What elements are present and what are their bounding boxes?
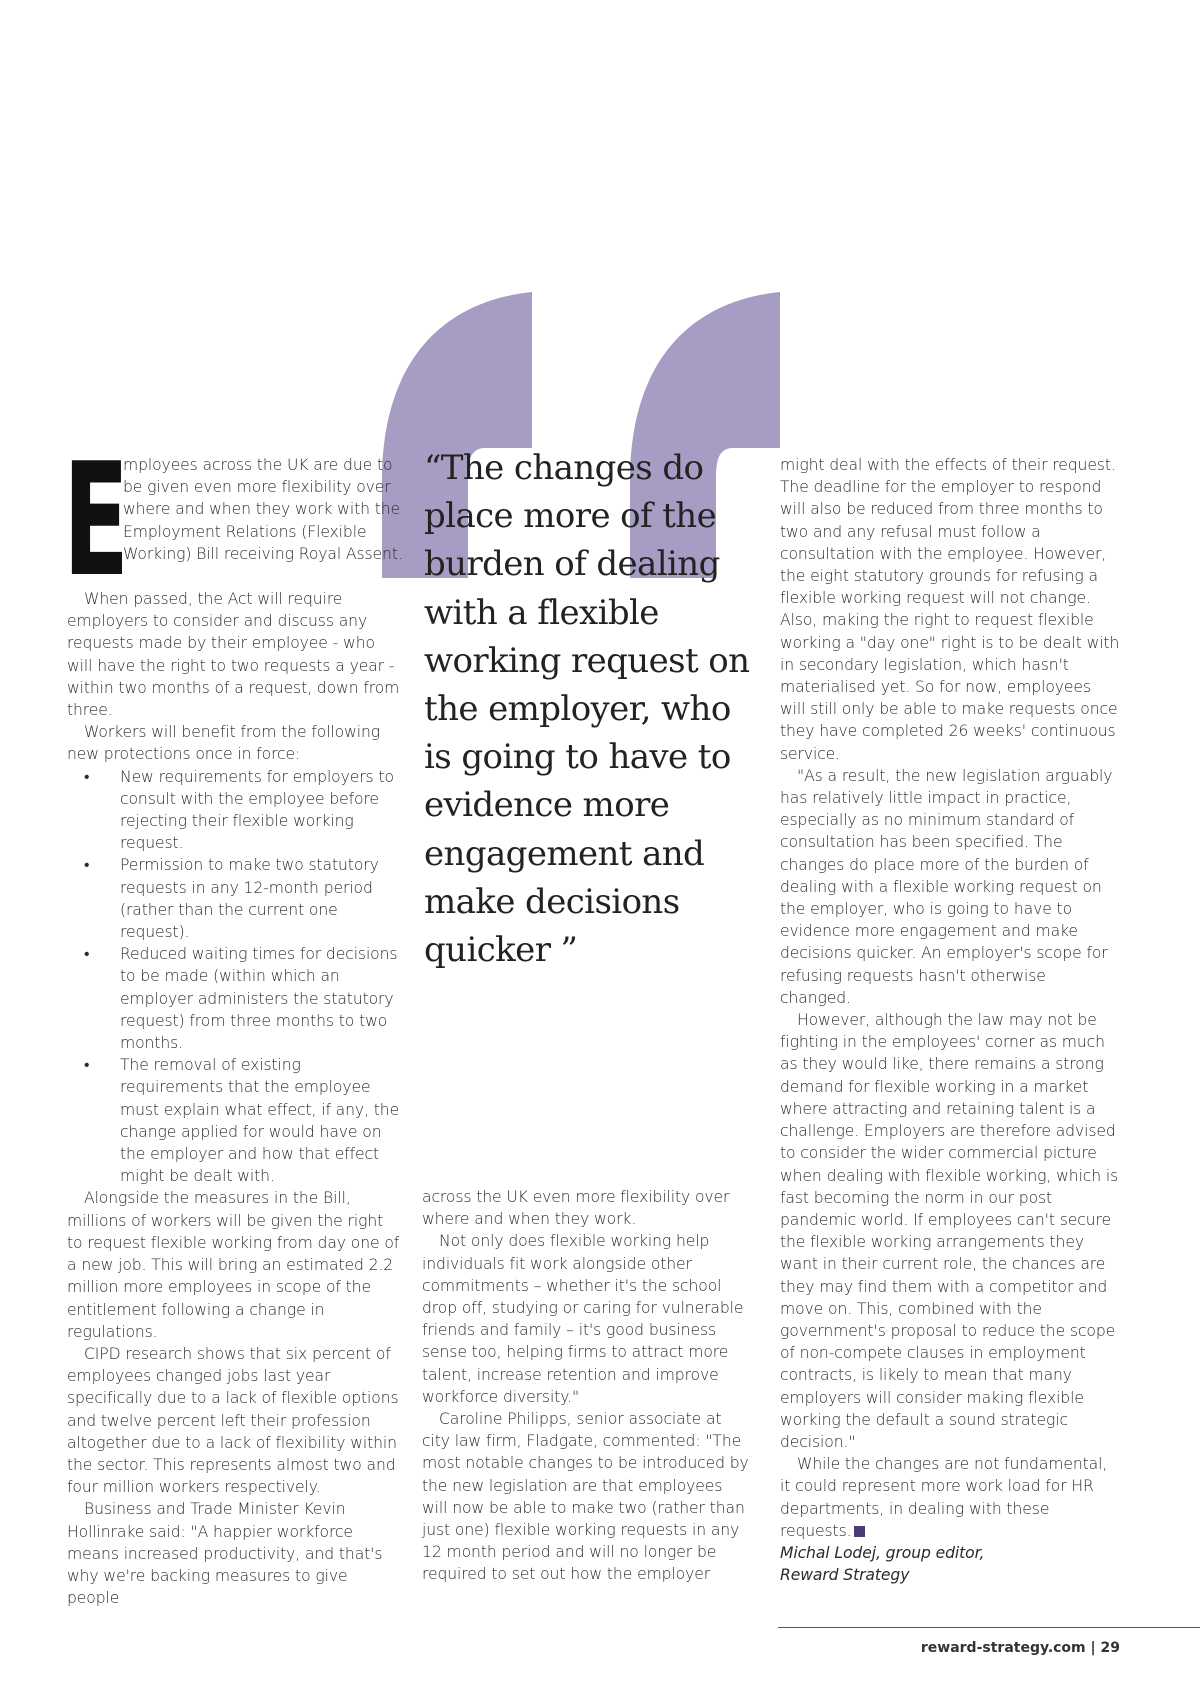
list-item: • The removal of existing requirements that the employee must explain what effect, if any, the change applied for would have on the employer and how that effect might be dealt with.	[84, 1056, 400, 1186]
bullet-icon: •	[84, 1056, 90, 1075]
protections-list	[67, 766, 403, 1188]
paragraph: Caroline Philipps, senior associate at city law firm, Fladgate, commented: "The most notable changes to be introduced by the new legislation are that employees will now be able to make two (rather than just one) flexible working requests in any 12 month period and will no longer be required to set out how the employer	[422, 1410, 749, 1584]
page-footer: reward-strategy.com | 29	[920, 1640, 1120, 1656]
drop-cap: E	[63, 429, 130, 611]
list-item: • Reduced waiting times for decisions to be made (within which an employer administers the statutory request) from three months to two months.	[84, 945, 398, 1053]
intro-text: mployees across the UK are due to be given even more flexibility over where and when they work with the Employment Relations (Flexible Working) Bill receiving Royal Assent.	[123, 456, 403, 563]
paragraph: Alongside the measures in the Bill, millions of workers will be given the right to request flexible working from day one of a new job. This will bring an estimated 2.2 million more employees in scope of the entitlement following a change in regulations.	[67, 1189, 400, 1341]
paragraph: CIPD research shows that six percent of employees changed jobs last year specifically due to a lack of flexible options and twelve percent left their profession altogether due to a lack of flexibility within the sector. This represents almost two and four million workers respectively.	[67, 1344, 399, 1497]
bullet-icon: •	[84, 767, 90, 786]
paragraph: might deal with the effects of their request. The deadline for the employer to respond will also be reduced from three months to two and any refusal must follow a consultation with the employee. However, the eight statutory grounds for refusing a flexible working request will not change. Also, making the right to request flexible working a "day one" right is to be dealt with in secondary legislation, which hasn't materialised yet. So for now, employees will still only be able to make requests once they have completed 26 weeks' continuous service.	[780, 456, 1120, 763]
paragraph: However, although the law may not be fighting in the employees' corner as much as they would like, there remains a strong demand for flexible working in a market where attracting and retaining talent is a challenge. Employers are therefore advised to consider the wider commercial picture when dealing with flexible working, which is fast becoming the norm in our post pandemic world. If employees can't secure the flexible working arrangements they want in their current role, the chances are they may find them with a competitor and move on. This, combined with the government's proposal to reduce the scope of non-compete clauses in employment contracts, is likely to mean that many employers will consider making flexible working the default a sound strategic decision."	[780, 1011, 1119, 1451]
paragraph: Workers will benefit from the following new protections once in force:	[67, 723, 381, 764]
paragraph: Not only does flexible working help individuals fit work alongside other commitments – whether it's the school drop off, studying or caring for vulnerable friends and family – it's good business sense too, helping firms to attract more talent, increase retention and improve workforce diversity."	[422, 1232, 744, 1406]
article-column-middle	[422, 1186, 752, 1586]
closing-paragraph: While the changes are not fundamental, it could represent more work load for HR departments, in dealing with these requests.	[780, 1455, 1108, 1540]
end-mark-icon	[854, 1526, 865, 1537]
intro-paragraph	[63, 429, 403, 611]
byline-author: Michal Lodej, group editor,	[780, 1543, 985, 1562]
byline-publication: Reward Strategy	[780, 1566, 910, 1585]
list-item: • Permission to make two statutory requests in any 12-month period (rather than the current one request).	[84, 856, 379, 942]
paragraph: across the UK even more flexibility over where and when they work.	[422, 1188, 730, 1229]
list-item: • New requirements for employers to consult with the employee before rejecting their flexible working request.	[84, 767, 394, 853]
article-column-right	[780, 454, 1120, 1586]
bullet-icon: •	[84, 945, 90, 964]
paragraph: "As a result, the new legislation arguably has relatively little impact in practice, especially as no minimum standard of consultation has been specified. The changes do place more of the burden of dealing with a flexible working request on the employer, who is going to have to evidence more engagement and make decisions quicker. An employer's scope for refusing requests hasn't otherwise changed.	[780, 766, 1113, 1007]
bullet-icon: •	[84, 856, 90, 875]
article-column-left	[63, 429, 403, 1609]
pull-quote: “The changes do place more of the burden of dealing with a flexible working request on the employer, who is going to have to evidence more engagement and make decisions quicker ”	[424, 448, 750, 971]
footer-rule	[778, 1627, 1200, 1628]
paragraph: Business and Trade Minister Kevin Hollinrake said: "A happier workforce means increased productivity, and that's why we're backing measures to give people	[67, 1500, 383, 1608]
paragraph: When passed, the Act will require employers to consider and discuss any requests made by their employee - who will have the right to two requests a year - within two months of a request, down from three.	[67, 590, 400, 720]
